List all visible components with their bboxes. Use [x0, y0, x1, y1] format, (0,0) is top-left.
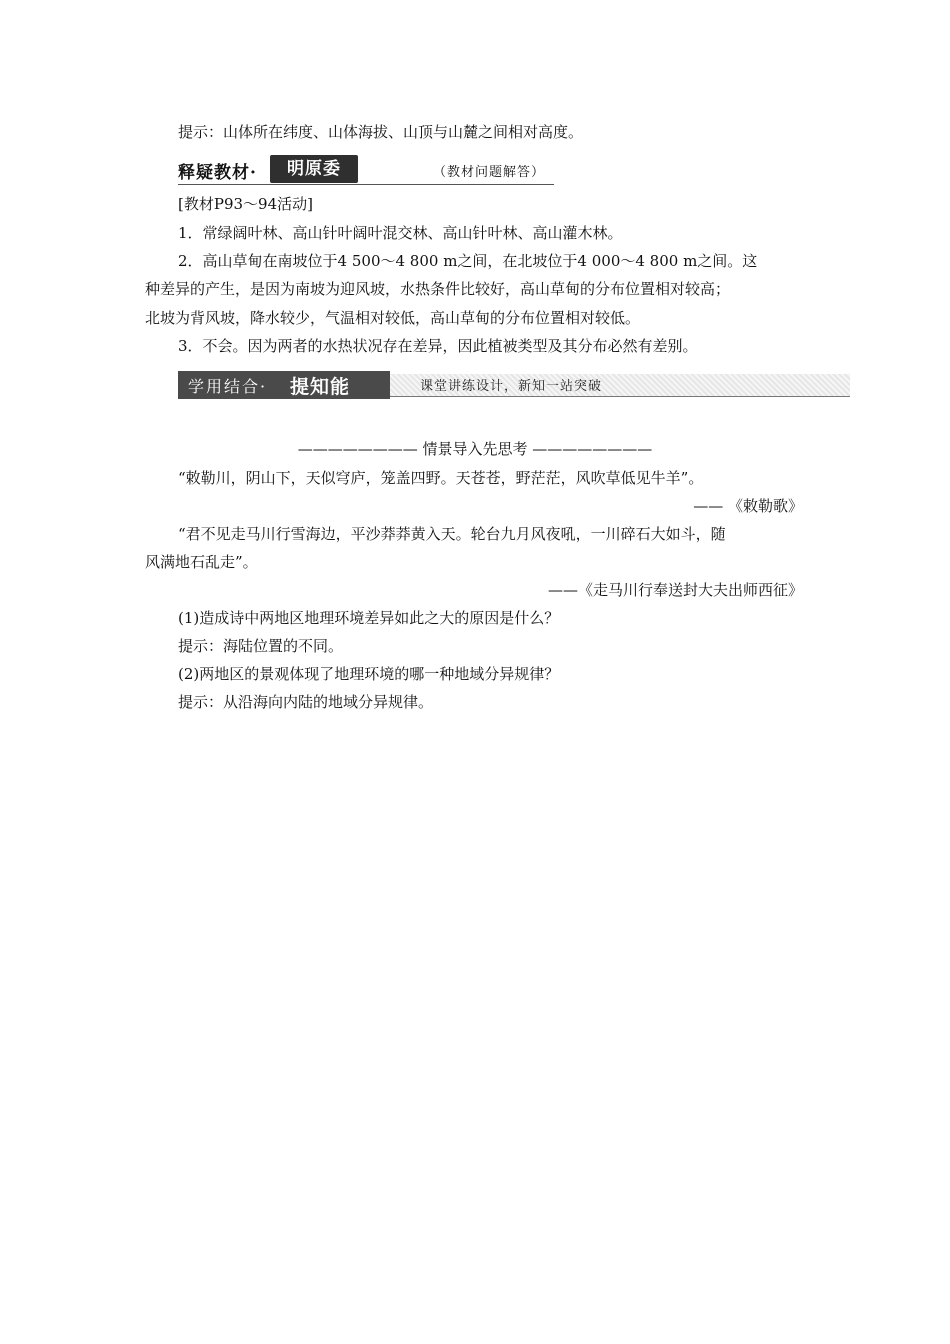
section-banner-textbook: [178, 155, 554, 185]
answer-2-line-2: 种差异的产生，是因为南坡为迎风坡，水热条件比较好，高山草甸的分布位置相对较高；: [145, 280, 731, 298]
poem-2-source: ——《走马川行奉送封大夫出师西征》: [547, 581, 803, 599]
textbook-reference: [教材P93～94活动]: [178, 195, 313, 213]
banner-highlight: 明原委: [270, 155, 358, 183]
banner-label: 学用结合·: [188, 377, 268, 396]
poem-2-line-1: “君不见走马川行雪海边，平沙莽莽黄入天。轮台九月风夜吼，一川碎石大如斗，随: [178, 525, 726, 543]
answer-question-1: 提示：海陆位置的不同。: [178, 637, 344, 655]
banner-underline: [178, 184, 554, 185]
hint-line: 提示：山体所在纬度、山体海拔、山顶与山麓之间相对高度。: [178, 123, 584, 141]
answer-2-line-3: 北坡为背风坡，降水较少，气温相对较低，高山草甸的分布位置相对较低。: [145, 309, 641, 327]
banner-note: 课堂讲练设计，新知一站突破: [420, 379, 603, 394]
banner-light-block: [390, 374, 850, 397]
poem-1-source: —— 《敕勒歌》: [693, 497, 803, 515]
question-1: (1)造成诗中两地区地理环境差异如此之大的原因是什么？: [178, 609, 560, 627]
scene-title: ———————— 情景导入先思考 ————————: [297, 440, 653, 458]
section-banner-practice: [178, 371, 850, 399]
banner-note: （教材问题解答）: [433, 165, 546, 180]
banner-highlight: 提知能: [290, 376, 351, 398]
answer-3: 3．不会。因为两者的水热状况存在差异，因此植被类型及其分布必然有差别。: [178, 337, 698, 355]
question-2: (2)两地区的景观体现了地理环境的哪一种地域分异规律？: [178, 665, 560, 683]
poem-2-line-2: 风满地石乱走”。: [145, 553, 258, 571]
banner-dark-block: [178, 371, 390, 399]
poem-1: “敕勒川，阴山下，天似穹庐，笼盖四野。天苍苍，野茫茫，风吹草低见牛羊”。: [178, 469, 704, 487]
banner-label: 释疑教材·: [178, 163, 257, 183]
answer-question-2: 提示：从沿海向内陆的地域分异规律。: [178, 693, 434, 711]
answer-1: 1．常绿阔叶林、高山针叶阔叶混交林、高山针叶林、高山灌木林。: [178, 224, 623, 242]
answer-2-line-1: 2．高山草甸在南坡位于4 500～4 800 m之间，在北坡位于4 000～4 800 m之间。这: [178, 252, 758, 270]
